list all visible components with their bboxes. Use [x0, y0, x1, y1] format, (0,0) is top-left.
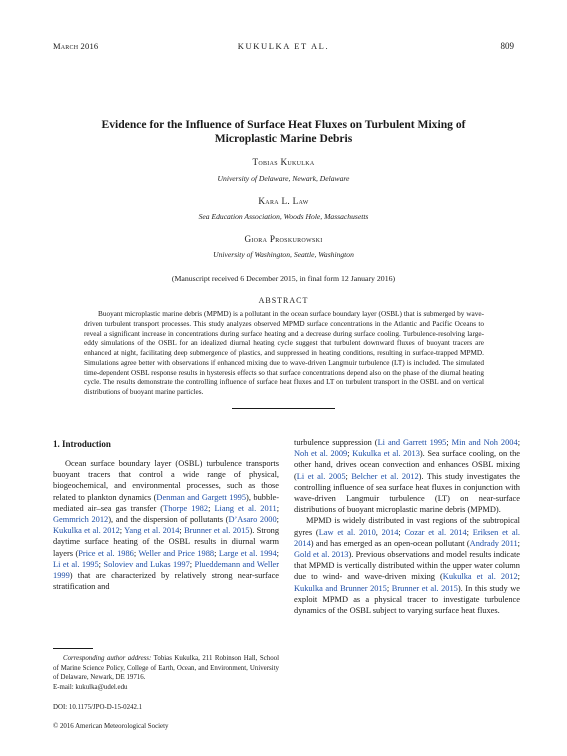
- doi: DOI: 10.1175/JPO-D-15-0242.1: [53, 704, 143, 711]
- intro-paragraph-1-continued: turbulence suppression (Li and Garrett 1995; Min and Noh 2004; Noh et al. 2009; Kukulka et al. 2013). Sea surface cooling, on the other hand, drives ocean convection and enhances OSBL mixing (Li et al. 2005; Belcher et al. 2012). This study investigates the controlling influence of sea surface heat fluxes in conjunction with wave-driven Langmuir turbulence (LT) on near-surface distributions of buoyant microplastic marine debris (MPMD).: [294, 438, 521, 515]
- left-column: [53, 458, 279, 592]
- citation-link[interactable]: Liang et al. 2011: [214, 503, 277, 513]
- intro-paragraph-1: Ocean surface boundary layer (OSBL) turbulence transports buoyant tracers that control a wide range of physical, biogeochemical, and environmental processes, such as those related to plankton dynamics (Denman and Gargett 1995), bubble-mediated air–sea gas transfer (Thorpe 1982; Liang et al. 2011; Gemmrich 2012), and the dispersion of pollutants (D’Asaro 2000; Kukulka et al. 2012; Yang et al. 2014; Brunner et al. 2015). Strong daytime surface heating of the OSBL results in diurnal warm layers (Price et al. 1986; Weller and Price 1988; Large et al. 1994; Li et al. 1995; Soloviev and Lukas 1997; Plueddemann and Weller 1999) that are characterized by relatively strong near-surface stratification and: [53, 459, 280, 592]
- paper-title: Evidence for the Influence of Surface Heat Fluxes on Turbulent Mixing of Microplastic Marine Debris: [101, 118, 466, 145]
- footnote-label: Corresponding author address:: [63, 655, 152, 662]
- running-header-date: March 2016: [53, 41, 99, 51]
- corresponding-author-footnote: [53, 654, 279, 692]
- citation-link[interactable]: Law et al. 2010: [318, 527, 376, 537]
- author-affiliation-1: University of Delaware, Newark, Delaware: [217, 174, 350, 183]
- abstract-text: Buoyant microplastic marine debris (MPMD) is a pollutant in the ocean surface boundary layer (OSBL) that is submerged by wave-driven turbulent transport processes. This study analyzes observed MPMD surface concentrations in the Atlantic and Pacific Oceans to reveal a significant increase in concentrations during surface heating and a decrease during surface cooling. Turbulence-resolving large-eddy simulations of the OSBL for an idealized diurnal heating cycle suggest that turbulent downward fluxes of buoyant tracers are enhanced at night, facilitating deep submergence of plastics, and suppressed in heating conditions, resulting in surface-trapped MPMD. Simulations agree better with observations if enhanced mixing due to wave-driven Langmuir turbulence (LT) is included. The simulated time-dependent OSBL response results in hysteresis effects so that surface concentrations depend also on the phase of the diurnal heating cycle. The results demonstrate the controlling influence of surface heat fluxes and LT on turbulent transport in the OSBL and on vertical distributions of buoyant marine particles.: [84, 310, 484, 396]
- author-name-1: Tobias Kukulka: [252, 157, 315, 167]
- author-name-2: Kara L. Law: [258, 196, 309, 206]
- citation-link[interactable]: Kukulka and Brunner 2015: [294, 583, 387, 593]
- citation-link[interactable]: Cozar et al. 2014: [404, 527, 467, 537]
- citation-link[interactable]: Li and Garrett 1995: [377, 438, 447, 447]
- citation-link[interactable]: Plueddemann and Weller 1999: [53, 559, 280, 581]
- abstract-heading: ABSTRACT: [258, 296, 309, 305]
- citation-link[interactable]: D’Asaro 2000: [228, 515, 277, 525]
- citation-link[interactable]: 2014: [381, 527, 399, 537]
- citation-link[interactable]: Andrady 2011: [469, 538, 518, 548]
- section-heading-introduction: 1. Introduction: [53, 439, 111, 449]
- citation-link[interactable]: Weller and Price 1988: [138, 548, 215, 558]
- footnote-divider: [53, 648, 93, 649]
- copyright: © 2016 American Meteorological Society: [53, 723, 169, 730]
- running-header-authors: KUKULKA ET AL.: [237, 41, 330, 51]
- citation-link[interactable]: Soloviev and Lukas 1997: [103, 559, 190, 569]
- intro-paragraph-2: MPMD is widely distributed in vast regions of the subtropical gyres (Law et al. 2010, 2014; Cozar et al. 2014; Eriksen et al. 2014) and has emerged as an open-ocean pollutant (Andrady 2011; Gold et al. 2013). Previous observations and model results indicate that MPMD is vertically distributed within the upper water column due to wind- and wave-driven mixing (Kukulka et al. 2012; Kukulka and Brunner 2015; Brunner et al. 2015). In this study we exploit MPMD as a physical tracer to investigate turbulence dynamics of the OSBL subject to varying surface heat fluxes.: [294, 516, 521, 616]
- citation-link[interactable]: Kukulka et al. 2012: [442, 572, 518, 582]
- footnote-email[interactable]: E-mail: kukulka@udel.edu: [53, 683, 128, 691]
- author-affiliation-3: University of Washington, Seattle, Washington: [213, 250, 354, 259]
- citation-link[interactable]: Denman and Gargett 1995: [156, 492, 247, 502]
- citation-link[interactable]: Kukulka et al. 2013: [352, 449, 420, 459]
- author-affiliation-2: Sea Education Association, Woods Hole, Massachusetts: [198, 212, 369, 221]
- abstract-divider: [232, 408, 335, 409]
- citation-link[interactable]: Gemmrich 2012: [53, 515, 109, 525]
- citation-link[interactable]: Li et al. 2005: [296, 471, 346, 481]
- citation-link[interactable]: Li et al. 1995: [53, 559, 99, 569]
- manuscript-dates: (Manuscript received 6 December 2015, in final form 12 January 2016): [171, 274, 396, 283]
- citation-link[interactable]: Thorpe 1982: [163, 503, 209, 513]
- author-name-3: Giora Proskurowski: [244, 234, 323, 244]
- citation-link[interactable]: Gold et al. 2013: [294, 550, 349, 560]
- right-column: [294, 437, 520, 616]
- citation-link[interactable]: Belcher et al. 2012: [351, 471, 419, 481]
- citation-link[interactable]: Noh et al. 2009: [294, 449, 348, 459]
- citation-link[interactable]: Large et al. 1994: [218, 548, 277, 558]
- citation-link[interactable]: Min and Noh 2004: [451, 438, 518, 447]
- citation-link[interactable]: Yang et al. 2014: [124, 526, 180, 536]
- citation-link[interactable]: Kukulka et al. 2012: [53, 526, 120, 536]
- footnote-address: Corresponding author address: Tobias Kukulka, 211 Robinson Hall, School of Marine Science Policy, College of Earth, Ocean, and Environment, University of Delaware, Newark, DE 19716.: [53, 655, 279, 682]
- citation-link[interactable]: Price et al. 1986: [78, 548, 134, 558]
- citation-link[interactable]: Brunner et al. 2015: [391, 583, 458, 593]
- citation-link[interactable]: Eriksen et al. 2014: [294, 527, 521, 548]
- citation-link[interactable]: Brunner et al. 2015: [184, 526, 250, 536]
- page-number: 809: [500, 41, 514, 51]
